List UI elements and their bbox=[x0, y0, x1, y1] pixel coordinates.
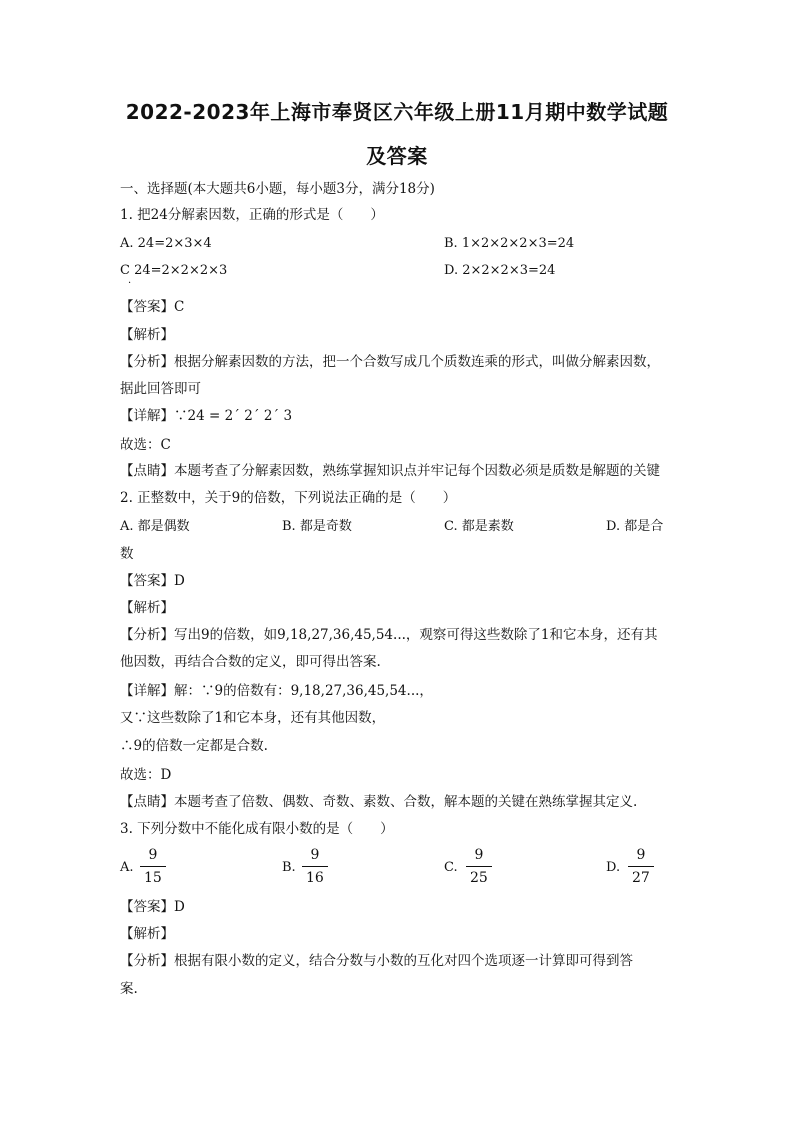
q2-fenxi-line1: 【分析】写出9的倍数，如9,18,27,36,45,54...，观察可得这些数除了1和它本身，还有其 bbox=[120, 627, 658, 643]
section-header: 一、选择题(本大题共6小题，每小题3分，满分18分) bbox=[120, 181, 435, 197]
q3-answer: 【答案】D bbox=[120, 899, 185, 915]
q1-analysis-label: 【解析】 bbox=[120, 327, 174, 343]
fraction-numerator: 9 bbox=[636, 847, 646, 863]
q2-fenxi-line2: 他因数，再结合合数的定义，即可得出答案. bbox=[120, 654, 381, 670]
q2-option-c: C. 都是素数 bbox=[444, 519, 514, 534]
doc-title-line1: 2022-2023年上海市奉贤区六年级上册11月期中数学试题 bbox=[125, 100, 669, 124]
q3-option-d-fraction bbox=[628, 846, 654, 887]
q1-option-b: B. 1×2×2×2×3=24 bbox=[444, 236, 575, 251]
doc-title-line2: 及答案 bbox=[366, 144, 428, 168]
q3-stem: 3. 下列分数中不能化成有限小数的是（ ） bbox=[120, 821, 394, 837]
fraction-denominator: 16 bbox=[306, 870, 324, 886]
fraction-bar bbox=[628, 866, 654, 867]
q2-option-d: D. 都是合 bbox=[606, 519, 664, 534]
q3-option-a-fraction bbox=[140, 846, 166, 887]
fraction-denominator: 25 bbox=[470, 870, 488, 886]
fraction-numerator: 9 bbox=[474, 847, 484, 863]
q2-option-a: A. 都是偶数 bbox=[120, 519, 190, 534]
fraction-denominator: 15 bbox=[144, 870, 162, 886]
q2-analysis-label: 【解析】 bbox=[120, 600, 174, 616]
q2-stem: 2. 正整数中，关于9的倍数，下列说法正确的是（ ） bbox=[120, 490, 457, 506]
q1-stem: 1. 把24分解素因数，正确的形式是（ ） bbox=[120, 207, 384, 223]
q1-detail: 【详解】∵24 = 2´ 2´ 2´ 3 bbox=[120, 408, 293, 424]
q1-comment: 【点睛】本题考查了分解素因数，熟练掌握知识点并牢记每个因数必须是质数是解题的关键 bbox=[120, 463, 660, 479]
q2-option-d-cont: 数 bbox=[120, 546, 134, 562]
q1-fenxi-line2: 据此回答即可 bbox=[120, 381, 201, 397]
q1-choose: 故选：C bbox=[120, 437, 171, 453]
fraction-bar bbox=[302, 866, 328, 867]
q3-option-c-fraction bbox=[466, 846, 492, 887]
q1-option-c: C 24=2×2×2×3 bbox=[120, 263, 228, 278]
fraction-numerator: 9 bbox=[310, 847, 320, 863]
q3-option-d-label: D. bbox=[606, 860, 621, 875]
q1-option-d: D. 2×2×2×3=24 bbox=[444, 263, 556, 278]
q2-choose: 故选：D bbox=[120, 767, 172, 783]
q3-option-b-label: B. bbox=[282, 860, 296, 875]
q1-option-a: A. 24=2×3×4 bbox=[120, 236, 212, 251]
q2-comment: 【点睛】本题考查了倍数、偶数、奇数、素数、合数，解本题的关键在熟练掌握其定义. bbox=[120, 794, 638, 810]
q3-analysis-label: 【解析】 bbox=[120, 926, 174, 942]
q3-option-b-fraction bbox=[302, 846, 328, 887]
fraction-numerator: 9 bbox=[148, 847, 158, 863]
q2-option-b: B. 都是奇数 bbox=[282, 519, 352, 534]
fraction-bar bbox=[466, 866, 492, 867]
q2-detail-line3: ∴9的倍数一定都是合数. bbox=[120, 738, 268, 754]
fraction-bar bbox=[140, 866, 166, 867]
q2-detail-line2: 又∵这些数除了1和它本身，还有其他因数， bbox=[120, 710, 386, 726]
q3-fenxi-line1: 【分析】根据有限小数的定义，结合分数与小数的互化对四个选项逐一计算即可得到答 bbox=[120, 953, 633, 969]
dot-mark: · bbox=[128, 278, 132, 289]
fraction-denominator: 27 bbox=[632, 870, 650, 886]
q3-option-a-label: A. bbox=[120, 860, 134, 875]
q1-fenxi-line1: 【分析】根据分解素因数的方法，把一个合数写成几个质数连乘的形式，叫做分解素因数， bbox=[120, 354, 660, 370]
q1-answer: 【答案】C bbox=[120, 299, 185, 315]
q3-option-c-label: C. bbox=[444, 860, 458, 875]
q3-fenxi-line2: 案. bbox=[120, 981, 138, 997]
q2-answer: 【答案】D bbox=[120, 573, 185, 589]
q2-detail-line1: 【详解】解：∵9的倍数有：9,18,27,36,45,54...， bbox=[120, 683, 433, 699]
